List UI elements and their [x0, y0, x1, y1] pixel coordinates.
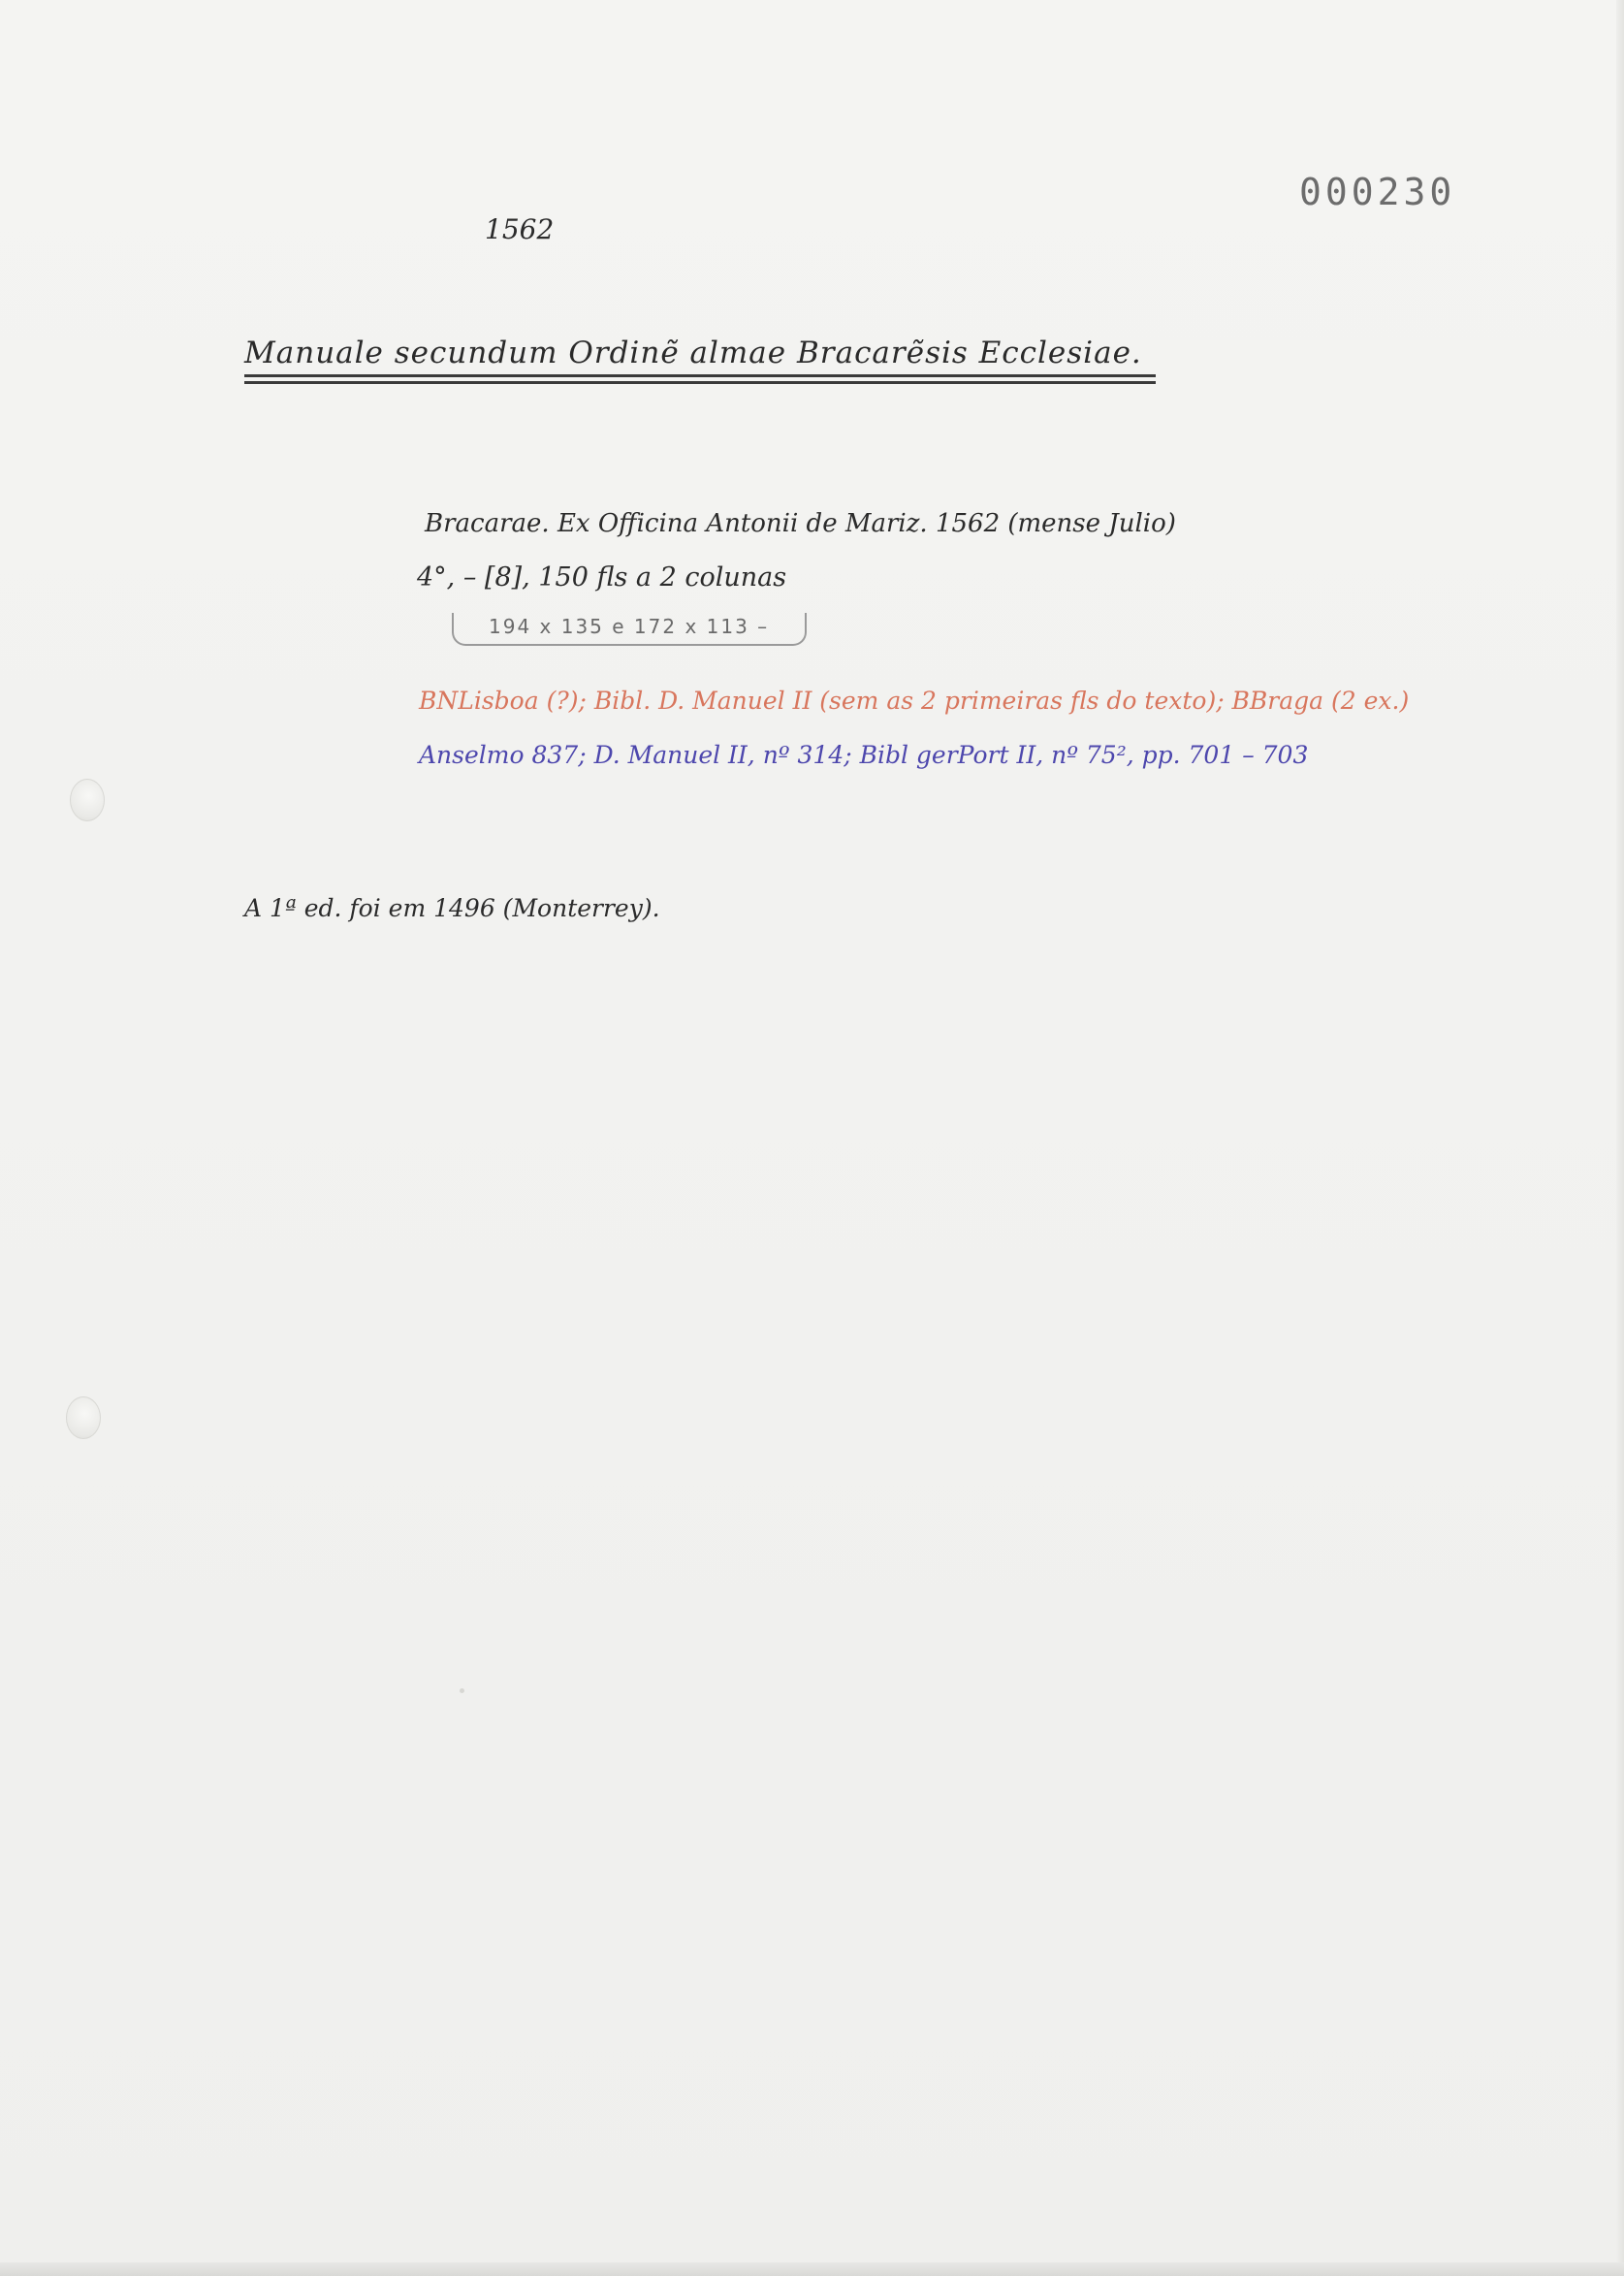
collation-line: 4°, – [8], 150 fls a 2 colunas — [417, 562, 787, 593]
book-title: Manuale secundum Ordinẽ almae Bracarẽsis Ecclesiae. — [244, 336, 1142, 370]
references-line: Anselmo 837; D. Manuel II, nº 314; Bibl gerPort II, nº 75², pp. 701 – 703 — [419, 741, 1309, 769]
title-underline — [244, 374, 1156, 377]
stamp-number: 000230 — [1299, 171, 1456, 213]
paper-speck — [460, 1688, 464, 1693]
punch-hole-lower — [66, 1396, 101, 1439]
dimensions-bracket — [452, 613, 807, 646]
publication-year: 1562 — [485, 213, 555, 245]
imprint-line: Bracarae. Ex Officina Antonii de Mariz. 1562 (mense Julio) — [425, 509, 1176, 538]
punch-hole-upper — [70, 779, 105, 821]
title-block — [244, 336, 1156, 384]
title-underline-double — [244, 381, 1156, 384]
edition-note: A 1ª ed. foi em 1496 (Monterrey). — [244, 894, 660, 922]
paper-bottom-edge — [0, 2262, 1624, 2276]
holdings-line: BNLisboa (?); Bibl. D. Manuel II (sem as 2 primeiras fls do texto); BBraga (2 ex.) — [419, 687, 1410, 715]
dimensions-text: 194 x 135 e 172 x 113 – — [489, 615, 770, 638]
paper-right-edge — [1616, 0, 1624, 2276]
